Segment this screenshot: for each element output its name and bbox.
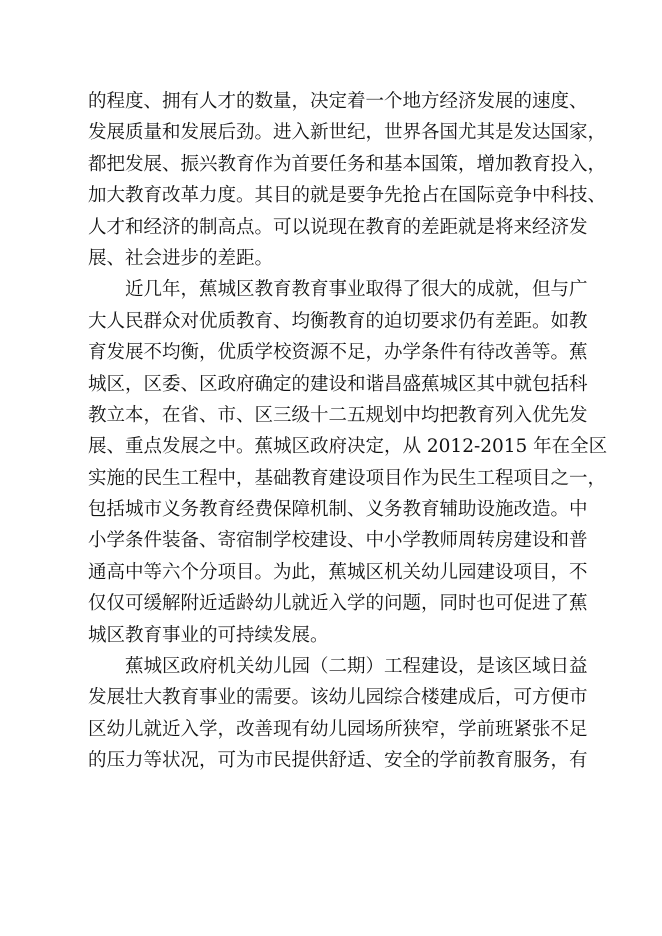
text-line: 人才和经济的制高点。可以说现在教育的差距就是将来经济发 [88,216,588,238]
text-line: 展、社会进步的差距。 [88,247,274,269]
text-line: 加大教育改革力度。其目的就是要争先抢占在国际竞争中科技、 [88,185,607,207]
text-line: 区幼儿就近入学，改善现有幼儿园场所狭窄，学前班紧张不足 [88,718,588,740]
text-line: 城区，区委、区政府确定的建设和谐昌盛蕉城区其中就包括科 [88,373,588,395]
text-line: 仅仅可缓解附近适龄幼儿就近入学的问题，同时也可促进了蕉 [88,593,588,615]
text-line: 通高中等六个分项目。为此，蕉城区机关幼儿园建设项目，不 [88,561,588,583]
text-line: 小学条件装备、寄宿制学校建设、中小学教师周转房建设和普 [88,530,588,552]
text-line: 的程度、拥有人才的数量，决定着一个地方经济发展的速度、 [88,91,588,112]
text-line: 育发展不均衡，优质学校资源不足，办学条件有待改善等。蕉 [88,342,588,364]
paragraph-3 [88,651,588,777]
text-line: 的压力等状况，可为市民提供舒适、安全的学前教育服务，有 [88,750,588,772]
text-line: 城区教育事业的可持续发展。 [88,624,329,646]
text-line: 发展壮大教育事业的需要。该幼儿园综合楼建成后，可方便市 [88,687,588,709]
text-line: 教立本，在省、市、区三级十二五规划中均把教育列入优先发 [88,404,588,426]
paragraph-2 [88,274,608,651]
text-line: 展、重点发展之中。蕉城区政府决定，从 2012-2015 年在全区 [88,436,608,458]
text-line: 都把发展、振兴教育作为首要任务和基本国策，增加教育投入， [88,153,607,175]
body-text [88,86,608,777]
text-line: 近几年，蕉城区教育教育事业取得了很大的成就，但与广 [125,279,588,301]
text-line: 发展质量和发展后劲。进入新世纪，世界各国尤其是发达国家， [88,122,607,144]
text-line: 蕉城区政府机关幼儿园（二期）工程建设，是该区域日益 [125,656,588,678]
paragraph-1 [88,86,607,274]
text-line: 实施的民生工程中，基础教育建设项目作为民生工程项目之一， [88,467,607,489]
text-line: 大人民群众对优质教育、均衡教育的迫切要求仍有差距。如教 [88,310,588,332]
text-line: 包括城市义务教育经费保障机制、义务教育辅助设施改造。中 [88,499,588,521]
